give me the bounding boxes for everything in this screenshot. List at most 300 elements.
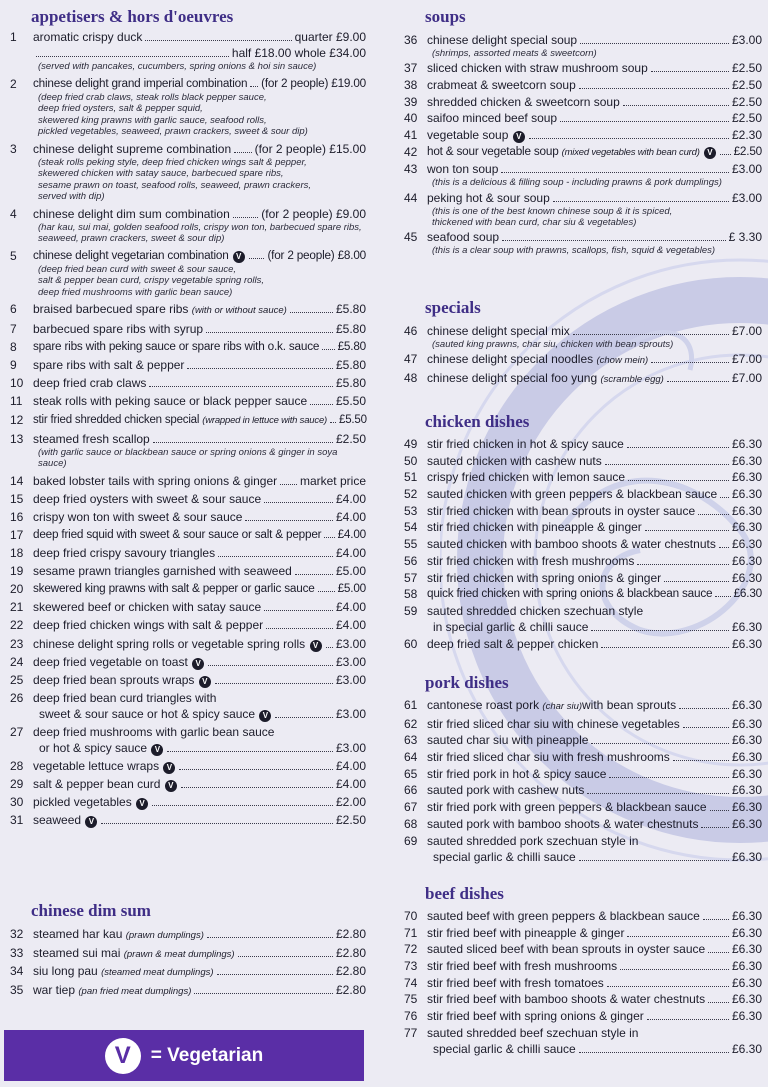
dish-note: (chow mein) xyxy=(596,355,649,367)
dish-price: £4.00 xyxy=(335,758,366,773)
item-row xyxy=(33,339,366,355)
menu-item xyxy=(10,412,366,429)
dish-name: deep fried bean curd triangles with xyxy=(33,690,217,705)
item-number: 33 xyxy=(10,945,24,960)
dish-name: won ton soup xyxy=(427,162,499,177)
item-number: 25 xyxy=(10,672,24,687)
item-row xyxy=(33,509,366,525)
legend-label: = Vegetarian xyxy=(150,1044,264,1066)
menu-item xyxy=(404,975,762,991)
dish-price: (for 2 people) £19.00 xyxy=(261,76,366,90)
dish-price: £7.00 xyxy=(731,370,762,385)
dot-leader xyxy=(280,475,297,485)
menu-item xyxy=(404,925,762,941)
dish-name: chinese delight special foo yung xyxy=(427,370,598,385)
dish-name: baked lobster tails with spring onions & ginger xyxy=(33,473,278,488)
item-row xyxy=(427,749,762,765)
item-number: 64 xyxy=(404,750,418,765)
dish-name: stir fried beef with fresh mushrooms xyxy=(427,959,618,974)
dish-price: £2.50 xyxy=(731,77,762,92)
dot-leader xyxy=(502,231,726,241)
menu-item xyxy=(10,812,366,828)
item-number: 21 xyxy=(10,600,24,615)
dot-leader xyxy=(664,572,729,582)
item-number: 46 xyxy=(404,324,418,338)
item-row xyxy=(33,29,366,45)
dish-price: £3.00 xyxy=(335,672,366,687)
item-row xyxy=(427,229,762,245)
dot-leader xyxy=(591,734,729,744)
item-number: 3 xyxy=(10,141,17,156)
dish-price: £4.00 xyxy=(337,527,366,541)
menu-item xyxy=(404,229,762,257)
vegetarian-icon: V xyxy=(151,744,163,756)
dish-note: (char siu) xyxy=(542,701,583,712)
item-row xyxy=(33,473,366,489)
dot-leader xyxy=(627,927,729,937)
dish-name: sweet & sour sauce or hot & spicy sauce xyxy=(39,706,256,721)
item-row xyxy=(33,545,366,561)
dish-price: £2.50 xyxy=(731,61,762,76)
dish-price: £6.30 xyxy=(731,698,762,712)
menu-item xyxy=(10,473,366,489)
dish-price: £6.30 xyxy=(731,942,762,957)
dish-price: £3.00 xyxy=(335,740,366,755)
dish-name: stir fried chicken in hot & spicy sauce xyxy=(427,437,624,451)
item-row xyxy=(427,1025,762,1041)
item-row xyxy=(427,519,762,535)
item-row xyxy=(427,782,762,798)
item-row xyxy=(33,491,366,507)
dish-description: served with dip) xyxy=(38,191,105,202)
dot-leader xyxy=(275,708,333,718)
vegetarian-icon: V xyxy=(105,1038,141,1074)
dot-leader xyxy=(605,455,729,465)
menu-item xyxy=(404,144,762,161)
dot-leader xyxy=(579,1043,729,1053)
dish-name: spare ribs with peking sauce or spare ribs with o.k. sauce xyxy=(33,340,320,354)
dish-price: £3.00 xyxy=(335,706,366,721)
menu-item xyxy=(10,672,366,688)
vegetarian-icon: V xyxy=(136,798,148,810)
dish-price: £6.30 xyxy=(731,636,762,651)
item-row xyxy=(427,351,762,369)
dish-price: £7.00 xyxy=(731,352,762,367)
item-number: 60 xyxy=(404,636,418,651)
item-row xyxy=(33,740,366,756)
dish-description: (with garlic sauce or blackbean sauce or spring onions & ginger in soya sauce) xyxy=(38,446,338,470)
dish-name: steamed fresh scallop xyxy=(33,431,150,446)
vegetarian-icon: V xyxy=(704,147,716,159)
menu-item xyxy=(404,553,762,569)
dish-price: £3.00 xyxy=(335,654,366,669)
item-row xyxy=(427,619,762,635)
dish-name: sauted shredded chicken szechuan style xyxy=(427,603,644,618)
section-title: pork dishes xyxy=(425,673,509,692)
dot-leader xyxy=(719,538,729,548)
item-row xyxy=(427,603,762,619)
dish-price: £6.30 xyxy=(731,733,762,748)
dish-note: (wrapped in lettuce with sauce) xyxy=(202,414,327,426)
dot-leader xyxy=(330,413,336,423)
dot-leader xyxy=(250,77,258,87)
dish-name: stir fried chicken with pineapple & ginger xyxy=(427,520,642,535)
dish-name: siu long pau xyxy=(33,964,98,979)
menu-item xyxy=(404,110,762,126)
menu-item xyxy=(10,926,366,944)
dish-description: (deep fried bean curd with sweet & sour sauce, xyxy=(38,263,237,275)
menu-item xyxy=(404,94,762,110)
section-title: appetisers & hors d'oeuvres xyxy=(31,7,234,26)
dish-name: braised barbecued spare ribs xyxy=(33,302,189,316)
item-number: 73 xyxy=(404,959,418,974)
item-row xyxy=(33,431,366,447)
item-number: 5 xyxy=(10,248,17,263)
menu-item xyxy=(10,248,366,299)
item-row xyxy=(427,469,762,485)
dish-price: £4.00 xyxy=(335,509,366,524)
vegetarian-icon: V xyxy=(192,658,204,670)
dish-description: (har kau, sui mai, golden seafood rolls, crispy won ton, barbecued spare ribs, xyxy=(38,221,362,233)
dot-leader xyxy=(683,718,729,728)
menu-item xyxy=(10,206,366,245)
dish-price: £6.30 xyxy=(731,992,762,1007)
item-number: 53 xyxy=(404,503,418,518)
item-row xyxy=(33,706,366,722)
dish-description: skewered king prawns with garlic sauce, seafood rolls, xyxy=(38,114,267,126)
dish-name: sauted pork with cashew nuts xyxy=(427,783,585,798)
dish-name: steamed sui mai xyxy=(33,945,121,960)
dish-price: £4.00 xyxy=(335,491,366,506)
dish-name: stir fried sliced char siu with fresh mushrooms xyxy=(427,750,670,765)
dish-price: £6.30 xyxy=(731,553,762,568)
menu-item xyxy=(10,509,366,525)
menu-item xyxy=(10,654,366,670)
item-number: 15 xyxy=(10,491,24,506)
dot-leader xyxy=(264,601,333,611)
item-number: 30 xyxy=(10,795,24,810)
dot-leader xyxy=(217,965,333,975)
section-title: soups xyxy=(425,7,466,26)
item-row xyxy=(33,672,366,688)
dish-price: £5.80 xyxy=(335,322,366,337)
dish-note: (scramble egg) xyxy=(600,373,664,385)
dish-name: chinese delight dim sum combination xyxy=(33,206,230,221)
dot-leader xyxy=(651,62,729,72)
item-row xyxy=(33,758,366,774)
dish-price: £6.30 xyxy=(731,750,762,765)
item-row xyxy=(427,991,762,1007)
item-number: 28 xyxy=(10,758,24,773)
item-number: 40 xyxy=(404,111,418,126)
item-row xyxy=(427,908,762,924)
dish-price: £6.30 xyxy=(733,587,762,601)
dish-price: £6.30 xyxy=(731,619,762,634)
item-row xyxy=(33,375,366,391)
dish-price: £2.50 xyxy=(733,144,762,158)
dish-price: £2.80 xyxy=(335,964,366,979)
dish-note: (prawn & meat dumplings) xyxy=(123,948,235,960)
dish-name: crispy fried chicken with lemon sauce xyxy=(427,470,626,485)
dish-description: thickened with bean curd, char siu & vegetables) xyxy=(432,217,637,228)
menu-item xyxy=(10,599,366,615)
menu-item xyxy=(10,690,366,722)
item-number: 50 xyxy=(404,453,418,468)
dish-price: £5.50 xyxy=(335,394,366,409)
dish-description: (served with pancakes, cucumbers, spring onions & hoi sin sauce) xyxy=(38,61,317,72)
dish-name: crabmeat & sweetcorn soup xyxy=(427,77,576,92)
dish-price: £6.30 xyxy=(731,520,762,535)
item-row xyxy=(427,436,762,452)
item-row xyxy=(33,563,366,579)
item-row xyxy=(33,581,366,597)
menu-item xyxy=(10,339,366,355)
menu-item xyxy=(10,301,366,319)
dot-leader xyxy=(326,638,333,648)
dish-name: deep fried bean sprouts wraps xyxy=(33,672,195,687)
menu-item xyxy=(10,527,366,543)
item-row xyxy=(427,190,762,206)
dish-price: £6.30 xyxy=(731,975,762,990)
menu-item xyxy=(404,766,762,782)
item-row xyxy=(33,963,366,981)
dot-leader xyxy=(720,145,731,155)
item-row xyxy=(33,690,366,706)
item-number: 56 xyxy=(404,553,418,568)
menu-item xyxy=(404,603,762,635)
dot-leader xyxy=(218,547,333,557)
item-number: 75 xyxy=(404,992,418,1007)
menu-item xyxy=(404,127,762,143)
dish-name: deep fried squid with sweet & sour sauce or salt & pepper xyxy=(33,527,322,541)
item-row xyxy=(427,766,762,782)
item-row xyxy=(427,1041,762,1057)
item-row xyxy=(427,127,762,143)
item-row xyxy=(33,206,366,222)
dish-name: aromatic crispy duck xyxy=(33,30,143,44)
item-row xyxy=(427,636,762,652)
dot-leader xyxy=(587,784,729,794)
item-number: 22 xyxy=(10,618,24,633)
dish-price: £2.80 xyxy=(335,927,366,941)
item-number: 45 xyxy=(404,230,418,245)
dish-name: saifoo minced beef soup xyxy=(427,111,558,126)
dot-leader xyxy=(623,96,729,106)
dish-name: pickled vegetables xyxy=(33,795,132,810)
dish-price: £2.80 xyxy=(335,983,366,998)
dot-leader xyxy=(238,947,333,957)
dot-leader xyxy=(324,528,334,538)
item-row xyxy=(427,161,762,177)
dish-name: sauted shredded beef szechuan style in xyxy=(427,1025,639,1040)
dish-price: £6.30 xyxy=(731,1009,762,1024)
menu-item xyxy=(10,758,366,774)
dot-leader xyxy=(501,163,729,173)
dish-price: £6.30 xyxy=(731,453,762,468)
dot-leader xyxy=(266,619,333,629)
section-title: specials xyxy=(425,298,481,317)
item-number: 69 xyxy=(404,833,418,848)
item-number: 27 xyxy=(10,724,24,739)
dish-price: £ 3.30 xyxy=(728,230,762,245)
dot-leader xyxy=(295,565,333,575)
dot-leader xyxy=(720,488,729,498)
menu-item xyxy=(404,816,762,832)
item-row xyxy=(427,975,762,991)
dish-note: (prawn dumplings) xyxy=(125,930,204,941)
item-number: 24 xyxy=(10,654,24,669)
menu-item xyxy=(10,945,366,963)
dish-description: sesame prawn on toast, seafood rolls, seaweed, prawn crackers, xyxy=(38,179,311,191)
dish-price: £2.50 xyxy=(335,813,366,828)
dish-description: skewered chicken with satay sauce, barbecued spare ribs, xyxy=(38,168,284,179)
dish-name: chinese delight grand imperial combination xyxy=(33,76,248,90)
dot-leader xyxy=(208,656,333,666)
item-row xyxy=(427,323,762,339)
item-number: 76 xyxy=(404,1009,418,1024)
dish-name: chinese delight special noodles xyxy=(427,352,594,367)
item-row xyxy=(427,60,762,76)
dish-price: £2.50 xyxy=(335,431,366,446)
menu-item xyxy=(404,908,762,924)
menu-item xyxy=(10,321,366,337)
dish-name: cantonese roast pork xyxy=(427,698,540,712)
dot-leader xyxy=(637,555,729,565)
dot-leader xyxy=(651,353,729,363)
dish-name: sauted char siu with pineapple xyxy=(427,733,589,748)
dish-name: sauted sliced beef with bean sprouts in oyster sauce xyxy=(427,942,706,957)
dish-price: market price xyxy=(299,473,366,488)
menu-item xyxy=(10,375,366,391)
appetisers-section xyxy=(10,5,366,828)
dot-leader xyxy=(310,395,333,405)
dot-leader xyxy=(145,31,291,41)
item-number: 72 xyxy=(404,942,418,957)
dish-price: £6.30 xyxy=(731,487,762,502)
menu-item xyxy=(10,982,366,1000)
item-number: 35 xyxy=(10,983,24,998)
dot-leader xyxy=(573,325,729,335)
dish-name: vegetable lettuce wraps xyxy=(33,758,160,773)
dot-leader xyxy=(609,768,729,778)
menu-item xyxy=(10,776,366,792)
item-row xyxy=(427,799,762,815)
menu-item xyxy=(404,799,762,815)
beef-dishes-section xyxy=(404,882,762,1058)
dish-price: £6.30 xyxy=(731,570,762,585)
dot-leader xyxy=(673,751,729,761)
dish-price: £6.30 xyxy=(731,537,762,552)
menu-item xyxy=(404,469,762,485)
dish-name: steamed har kau xyxy=(33,927,123,941)
dot-leader xyxy=(579,851,729,861)
dish-name: steak rolls with peking sauce or black pepper sauce xyxy=(33,394,308,409)
dish-description: (deep fried crab claws, steak rolls black pepper sauce, xyxy=(38,91,267,103)
dish-name: deep fried crispy savoury triangles xyxy=(33,546,216,561)
item-number: 14 xyxy=(10,473,24,488)
item-row xyxy=(33,724,366,740)
item-row xyxy=(33,301,366,319)
dot-leader xyxy=(645,521,729,531)
dish-name: barbecued spare ribs with syrup xyxy=(33,322,204,337)
dish-price: (for 2 people) £8.00 xyxy=(267,248,366,262)
item-row xyxy=(427,925,762,941)
dish-price: £4.00 xyxy=(335,777,366,792)
dot-leader xyxy=(601,638,729,648)
item-row xyxy=(33,141,366,157)
menu-item xyxy=(404,1008,762,1024)
dish-note: (with or without sauce) xyxy=(191,305,287,316)
item-row xyxy=(33,812,366,828)
dot-leader xyxy=(290,303,333,313)
menu-item xyxy=(10,563,366,579)
dish-description: (steak rolls peking style, deep fried chicken wings salt & pepper, xyxy=(38,156,307,168)
dish-note: (mixed vegetables with bean curd) xyxy=(561,146,700,158)
dish-name: hot & sour vegetable soup xyxy=(427,144,559,158)
dish-name: shredded chicken & sweetcorn soup xyxy=(427,94,620,109)
item-number: 65 xyxy=(404,766,418,781)
menu-item xyxy=(10,545,366,561)
dot-leader xyxy=(553,192,729,202)
dish-name: stir fried beef with spring onions & ginger xyxy=(427,1009,644,1024)
item-number: 41 xyxy=(404,127,418,142)
item-number: 55 xyxy=(404,537,418,552)
vegetarian-icon: V xyxy=(259,710,271,722)
item-number: 38 xyxy=(404,77,418,92)
dish-note: (steamed meat dumplings) xyxy=(101,967,214,979)
item-row xyxy=(33,412,366,429)
vegetarian-icon: V xyxy=(513,131,525,143)
item-number: 17 xyxy=(10,527,24,542)
dish-name: sauted chicken with cashew nuts xyxy=(427,453,602,468)
item-row xyxy=(33,393,366,409)
dish-price: (for 2 people) £9.00 xyxy=(261,206,366,221)
dish-price: £4.00 xyxy=(335,546,366,561)
dot-leader xyxy=(529,129,729,139)
dish-name: deep fried salt & pepper chicken xyxy=(427,636,599,651)
dish-name: sesame prawn triangles garnished with seaweed xyxy=(33,564,292,579)
dish-name: special garlic & chilli sauce xyxy=(433,1041,576,1056)
dish-price: £5.00 xyxy=(337,582,366,596)
dish-price: £5.00 xyxy=(335,564,366,579)
menu-item xyxy=(10,393,366,409)
item-row xyxy=(427,849,762,865)
dish-name: war tiep xyxy=(33,983,76,998)
item-number: 59 xyxy=(404,603,418,618)
dot-leader xyxy=(153,433,333,443)
item-number: 39 xyxy=(404,94,418,109)
dish-name: sauted chicken with bamboo shoots & water chestnuts xyxy=(427,537,716,552)
item-row xyxy=(33,599,366,615)
item-row xyxy=(427,486,762,502)
item-row xyxy=(427,570,762,586)
menu-item xyxy=(404,503,762,519)
vegetarian-icon: V xyxy=(165,780,177,792)
dish-price: £6.30 xyxy=(731,783,762,798)
item-row xyxy=(427,94,762,110)
dish-price: quarter £9.00 xyxy=(294,30,366,44)
dish-price: £3.00 xyxy=(731,162,762,177)
dish-name: stir fried chicken with spring onions & ginger xyxy=(427,570,662,585)
dish-price: half £18.00 whole £34.00 xyxy=(231,46,366,60)
dish-description: seaweed, prawn crackers, sweet & sour dip) xyxy=(38,233,225,244)
dot-leader xyxy=(620,960,729,970)
dish-name: seafood soup xyxy=(427,230,500,245)
dish-name: sauted pork with bamboo shoots & water chestnuts xyxy=(427,816,699,831)
menu-item xyxy=(10,29,366,73)
item-row xyxy=(33,945,366,963)
item-row xyxy=(33,617,366,633)
